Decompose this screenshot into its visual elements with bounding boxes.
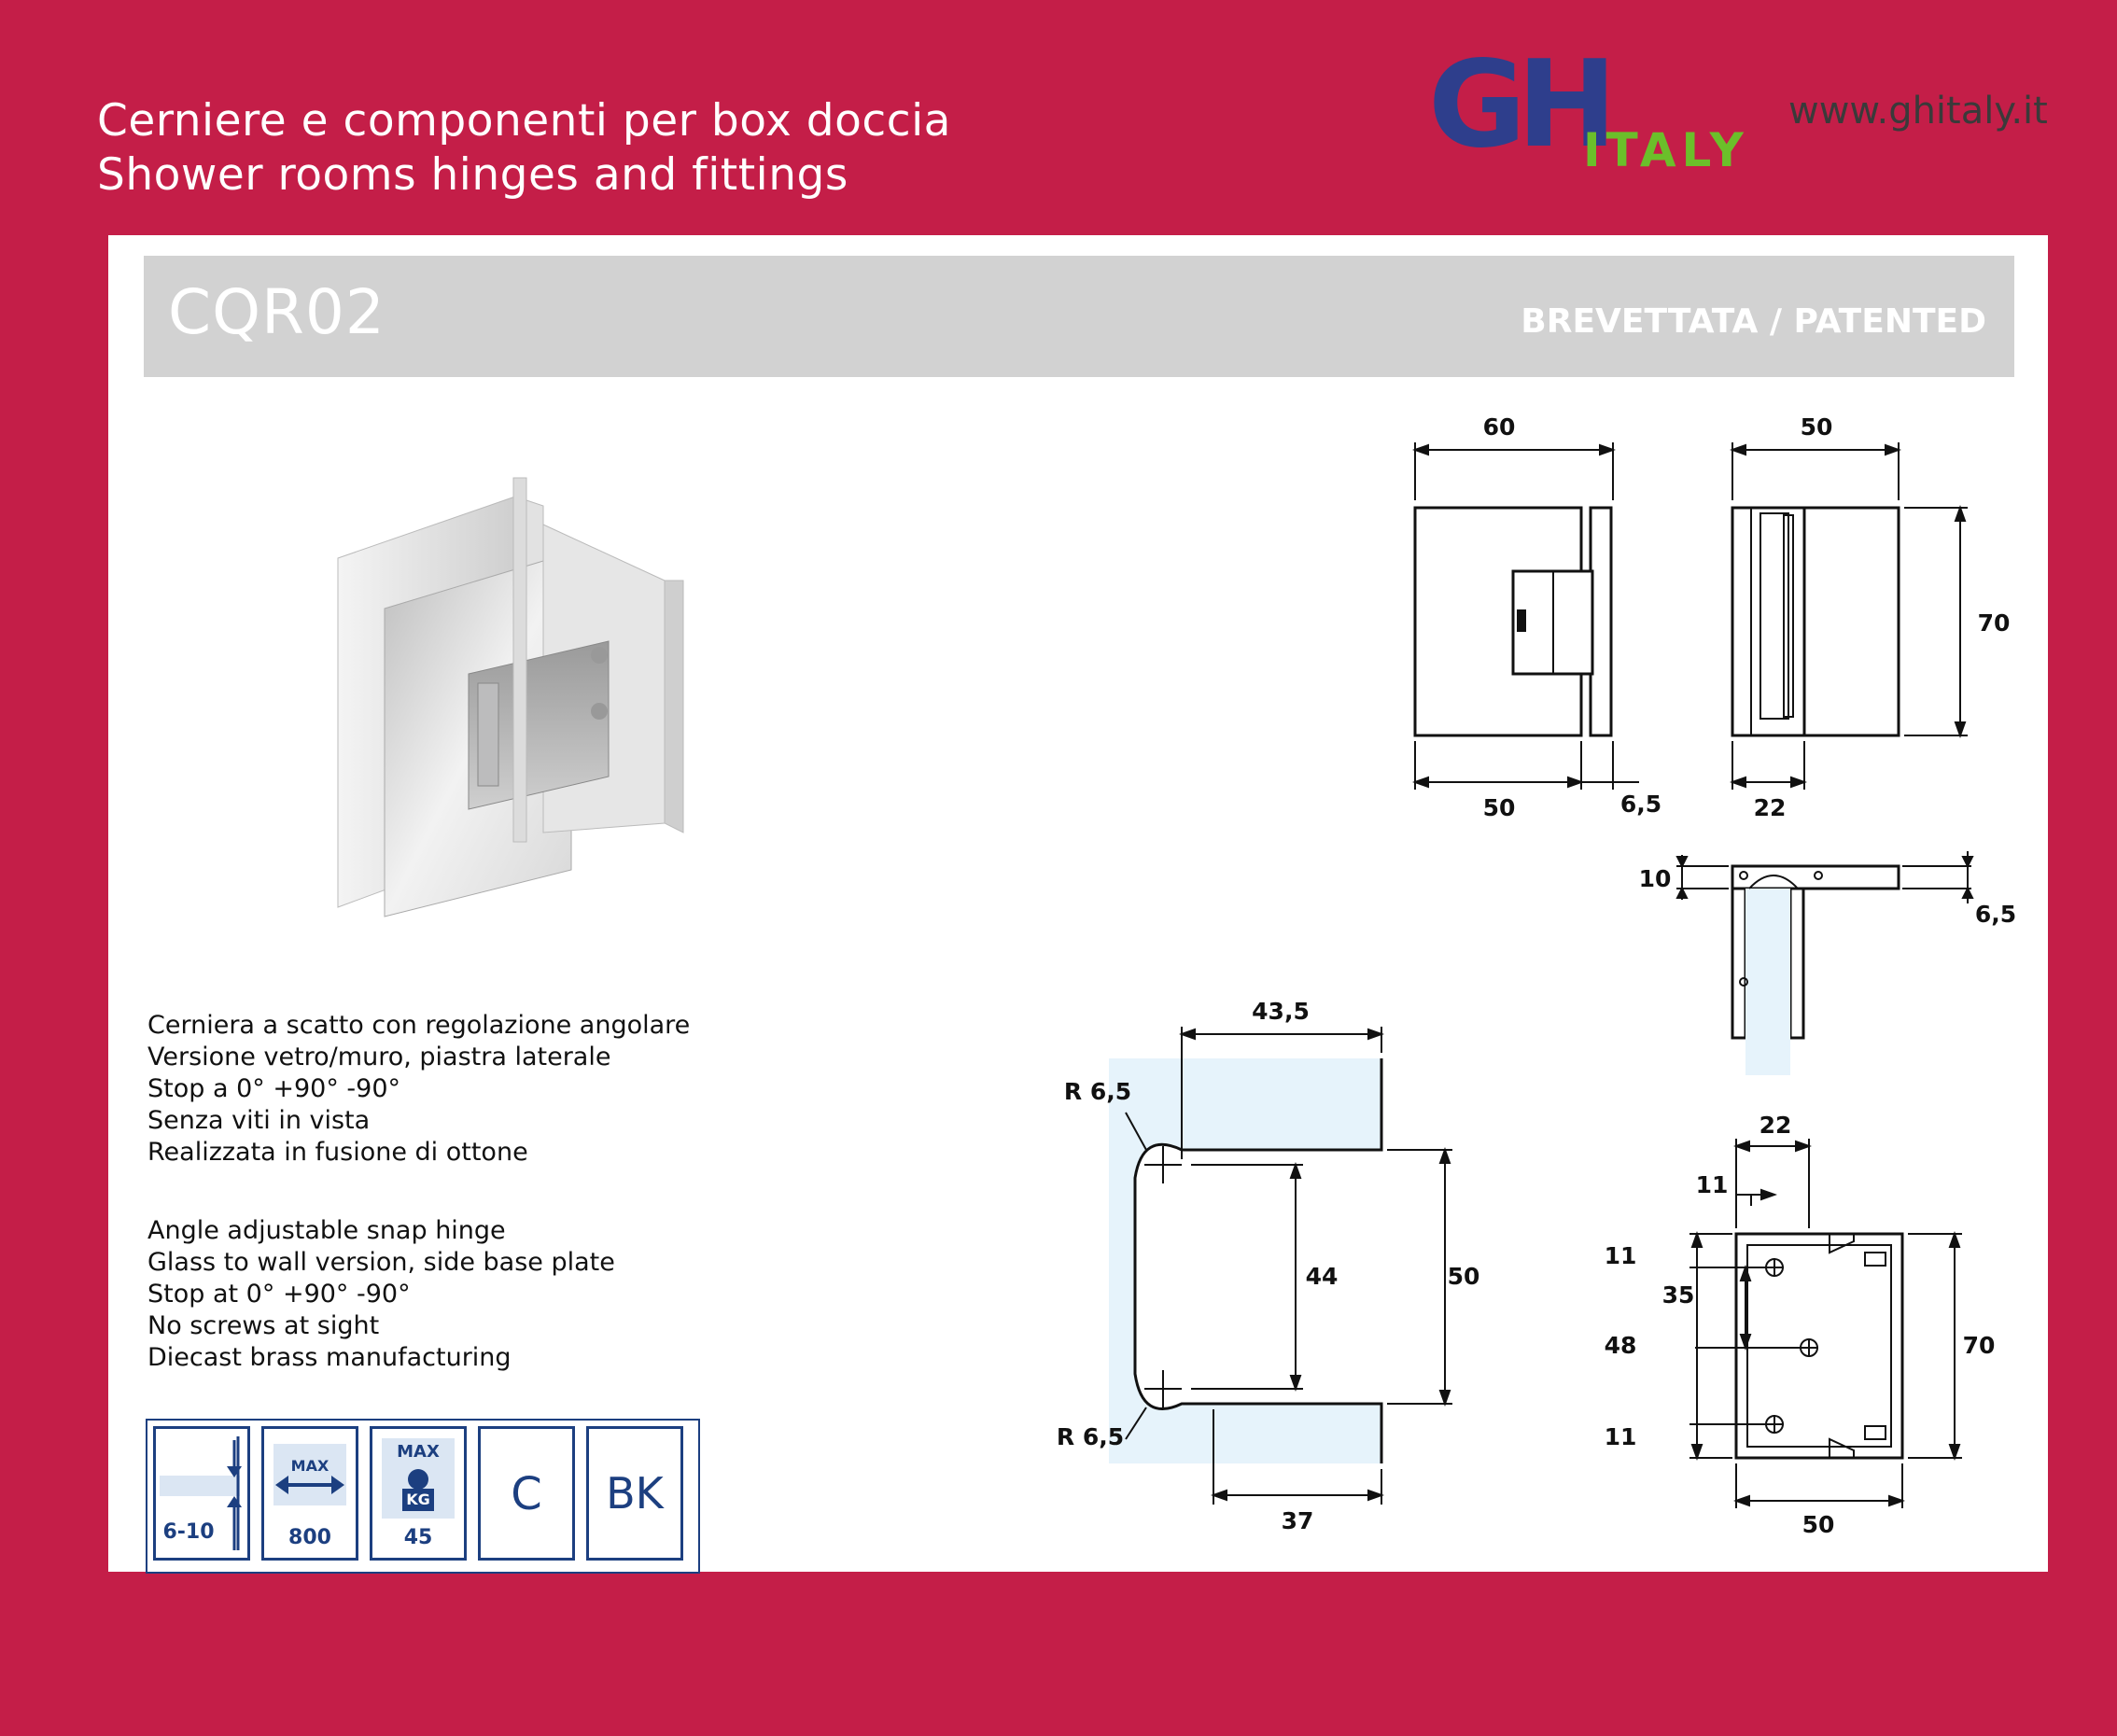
dim-plate-70: 70 <box>1962 1332 1996 1359</box>
dim-side-glass: 22 <box>1753 794 1787 821</box>
dim-side-width: 50 <box>1800 413 1833 441</box>
front-view-drawing <box>1415 442 1639 790</box>
dim-front-plate: 6,5 <box>1619 791 1662 818</box>
top-view-drawing <box>1676 851 1972 1075</box>
product-sheet <box>108 235 2048 1572</box>
dim-side-height: 70 <box>1977 609 2011 637</box>
header-title-it: Cerniere e componenti per box doccia <box>97 95 951 147</box>
description-line: Realizzata in fusione di ottone <box>147 1138 528 1167</box>
dim-cut-radius-bottom: R 6,5 <box>1056 1423 1125 1450</box>
dim-plate-35: 35 <box>1661 1281 1695 1309</box>
description-line: Glass to wall version, side base plate <box>147 1248 615 1277</box>
description-line: No screws at sight <box>147 1311 380 1340</box>
technical-drawings <box>108 235 2048 1572</box>
dim-plate-50: 50 <box>1802 1511 1835 1538</box>
description-line: Versione vetro/muro, piastra laterale <box>147 1043 611 1071</box>
feature-icons <box>146 1419 700 1574</box>
ghitaly-logo <box>1426 49 1772 179</box>
max-weight-icon <box>370 1426 467 1561</box>
dim-cut-width: 43,5 <box>1252 998 1310 1025</box>
glass-thickness-value: 6-10 <box>162 1520 215 1544</box>
finish-chrome-badge <box>478 1426 575 1561</box>
description-line: Angle adjustable snap hinge <box>147 1216 506 1245</box>
header-title-en: Shower rooms hinges and fittings <box>97 149 848 201</box>
description-line: Stop at 0° +90° -90° <box>147 1280 411 1309</box>
dim-plate-22: 22 <box>1759 1112 1792 1139</box>
dim-plate-11b: 11 <box>1604 1423 1637 1450</box>
max-weight-value: 45 <box>403 1526 433 1549</box>
dim-top-65: 6,5 <box>1974 901 2017 928</box>
kg-label: KG <box>406 1491 430 1508</box>
description-line: Cerniera a scatto con regolazione angolare <box>147 1011 691 1040</box>
finish-bk-label: BK <box>606 1468 664 1519</box>
dim-cut-44: 44 <box>1305 1263 1339 1290</box>
glass-cutout-drawing <box>1109 1027 1452 1505</box>
svg-text:ITALY: ITALY <box>1583 123 1749 177</box>
base-plate-drawing <box>1689 1139 1962 1508</box>
glass-thickness-icon <box>153 1426 250 1561</box>
max-weight-label: MAX <box>397 1442 440 1462</box>
dim-plate-11a: 11 <box>1604 1242 1637 1269</box>
patent-label: BREVETTATA / PATENTED <box>1521 302 1986 341</box>
description-line: Senza viti in vista <box>147 1106 371 1135</box>
product-code: CQR02 <box>168 276 386 348</box>
description-line: Stop a 0° +90° -90° <box>147 1074 401 1103</box>
max-width-value: 800 <box>288 1526 331 1549</box>
website-link[interactable]: www.ghitaly.it <box>1788 90 2048 133</box>
dim-cut-radius-top: R 6,5 <box>1063 1078 1132 1105</box>
svg-text:GH: GH <box>1428 49 1608 175</box>
side-view-drawing <box>1732 442 1968 790</box>
dim-front-body: 50 <box>1482 794 1516 821</box>
dim-plate-48: 48 <box>1604 1332 1637 1359</box>
dim-cut-37: 37 <box>1281 1507 1314 1534</box>
dim-front-width: 60 <box>1482 413 1516 441</box>
dim-top-10: 10 <box>1638 865 1672 892</box>
max-width-icon <box>261 1426 358 1561</box>
dim-cut-50: 50 <box>1447 1263 1480 1290</box>
max-width-label: MAX <box>290 1457 329 1475</box>
finish-black-badge <box>586 1426 683 1561</box>
description-line: Diecast brass manufacturing <box>147 1343 512 1372</box>
dim-plate-11: 11 <box>1695 1171 1729 1198</box>
finish-c-label: C <box>511 1468 542 1520</box>
